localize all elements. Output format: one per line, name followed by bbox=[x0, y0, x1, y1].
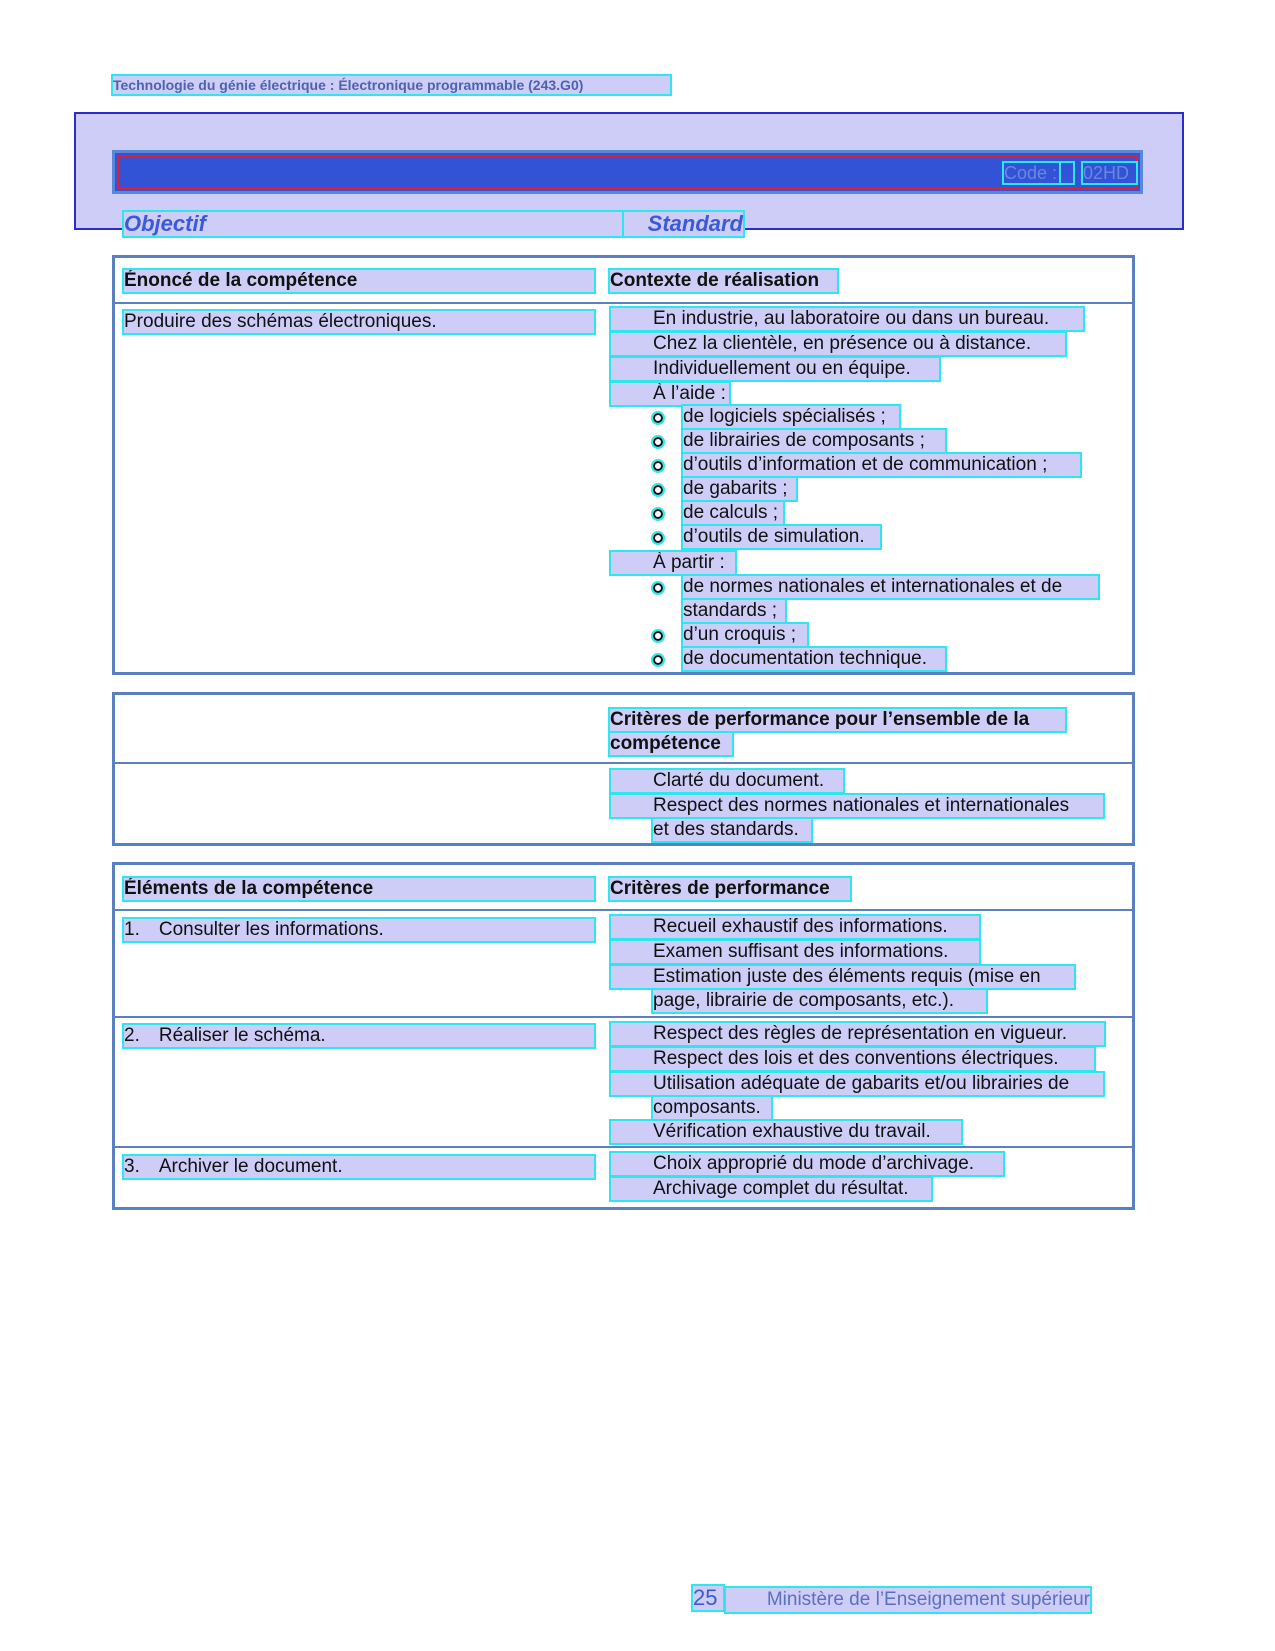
row-divider bbox=[115, 1016, 1132, 1018]
criteres-ensemble-table bbox=[112, 692, 1135, 846]
critere-item: et des standards. bbox=[653, 819, 811, 841]
circle-bullet-icon bbox=[653, 485, 663, 495]
partir-subitem: d’un croquis ; bbox=[683, 624, 807, 646]
contexte-item: Individuellement ou en équipe. bbox=[611, 358, 939, 380]
critere-item: Clarté du document. bbox=[611, 770, 843, 792]
contexte-item: Chez la clientèle, en présence ou à distance. bbox=[611, 333, 1065, 355]
aide-subitem: de gabarits ; bbox=[683, 478, 796, 500]
partir-subitem: standards ; bbox=[683, 600, 785, 622]
critere-item: Choix approprié du mode d’archivage. bbox=[611, 1153, 1003, 1175]
critere-item: Examen suffisant des informations. bbox=[611, 941, 979, 963]
enonce-text: Produire des schémas électroniques. bbox=[124, 311, 594, 333]
circle-bullet-icon bbox=[653, 437, 663, 447]
contexte-item: En industrie, au laboratoire ou dans un bureau. bbox=[611, 308, 1083, 330]
partir-subitem: de documentation technique. bbox=[683, 648, 945, 670]
header-divider bbox=[115, 762, 1132, 764]
contexte-item: À l’aide : bbox=[611, 383, 729, 405]
critere-item: Vérification exhaustive du travail. bbox=[611, 1121, 961, 1143]
element-item: 2. Réaliser le schéma. bbox=[124, 1025, 594, 1047]
elements-header: Éléments de la compétence bbox=[124, 878, 594, 900]
contexte-item: À partir : bbox=[611, 552, 735, 574]
partir-subitem: de normes nationales et internationales et de bbox=[683, 576, 1098, 598]
contexte-header: Contexte de réalisation bbox=[610, 270, 837, 292]
critere-item: Recueil exhaustif des informations. bbox=[611, 916, 979, 938]
criteres-header: Critères de performance bbox=[610, 878, 850, 900]
element-item: 1. Consulter les informations. bbox=[124, 919, 594, 941]
aide-subitem: de logiciels spécialisés ; bbox=[683, 406, 899, 428]
header-divider bbox=[115, 909, 1132, 911]
critere-item: Utilisation adéquate de gabarits et/ou librairies de bbox=[611, 1073, 1103, 1095]
circle-bullet-icon bbox=[653, 655, 663, 665]
code-value: 02HD bbox=[1083, 163, 1136, 183]
aide-subitem: de librairies de composants ; bbox=[683, 430, 945, 452]
code-bar bbox=[112, 150, 1143, 194]
page-number: 25 bbox=[693, 1586, 723, 1610]
running-header: Technologie du génie électrique : Électronique programmable (243.G0) bbox=[113, 76, 670, 94]
critere-item: Respect des normes nationales et internationales bbox=[611, 795, 1103, 817]
code-label: Code : bbox=[1004, 163, 1058, 183]
critere-item: page, librairie de composants, etc.). bbox=[653, 990, 986, 1012]
circle-bullet-icon bbox=[653, 533, 663, 543]
aide-subitem: d’outils de simulation. bbox=[683, 526, 880, 548]
aide-subitem: de calculs ; bbox=[683, 502, 783, 524]
aide-subitem: d’outils d’information et de communication ; bbox=[683, 454, 1080, 476]
standard-label: Standard bbox=[624, 212, 743, 236]
element-item: 3. Archiver le document. bbox=[124, 1156, 594, 1178]
criteres-ensemble-header: compétence bbox=[610, 733, 732, 755]
circle-bullet-icon bbox=[653, 583, 663, 593]
objectif-label: Objectif bbox=[124, 212, 624, 236]
ministry-footer: Ministère de l’Enseignement supérieur bbox=[726, 1588, 1090, 1612]
critere-item: Estimation juste des éléments requis (mise en bbox=[611, 966, 1074, 988]
enonce-header: Énoncé de la compétence bbox=[124, 270, 594, 292]
circle-bullet-icon bbox=[653, 509, 663, 519]
row-divider bbox=[115, 1146, 1132, 1148]
critere-item: composants. bbox=[653, 1097, 771, 1119]
critere-item: Respect des règles de représentation en vigueur. bbox=[611, 1023, 1104, 1045]
criteres-ensemble-header: Critères de performance pour l’ensemble de la bbox=[610, 709, 1065, 731]
elements-table bbox=[112, 862, 1135, 1210]
code-bar-frame bbox=[117, 155, 1138, 189]
competence-table bbox=[112, 255, 1135, 675]
circle-bullet-icon bbox=[653, 631, 663, 641]
code-separator bbox=[1061, 163, 1073, 183]
critere-item: Respect des lois et des conventions électriques. bbox=[611, 1048, 1094, 1070]
circle-bullet-icon bbox=[653, 461, 663, 471]
header-divider bbox=[115, 302, 1132, 304]
circle-bullet-icon bbox=[653, 413, 663, 423]
critere-item: Archivage complet du résultat. bbox=[611, 1178, 931, 1200]
